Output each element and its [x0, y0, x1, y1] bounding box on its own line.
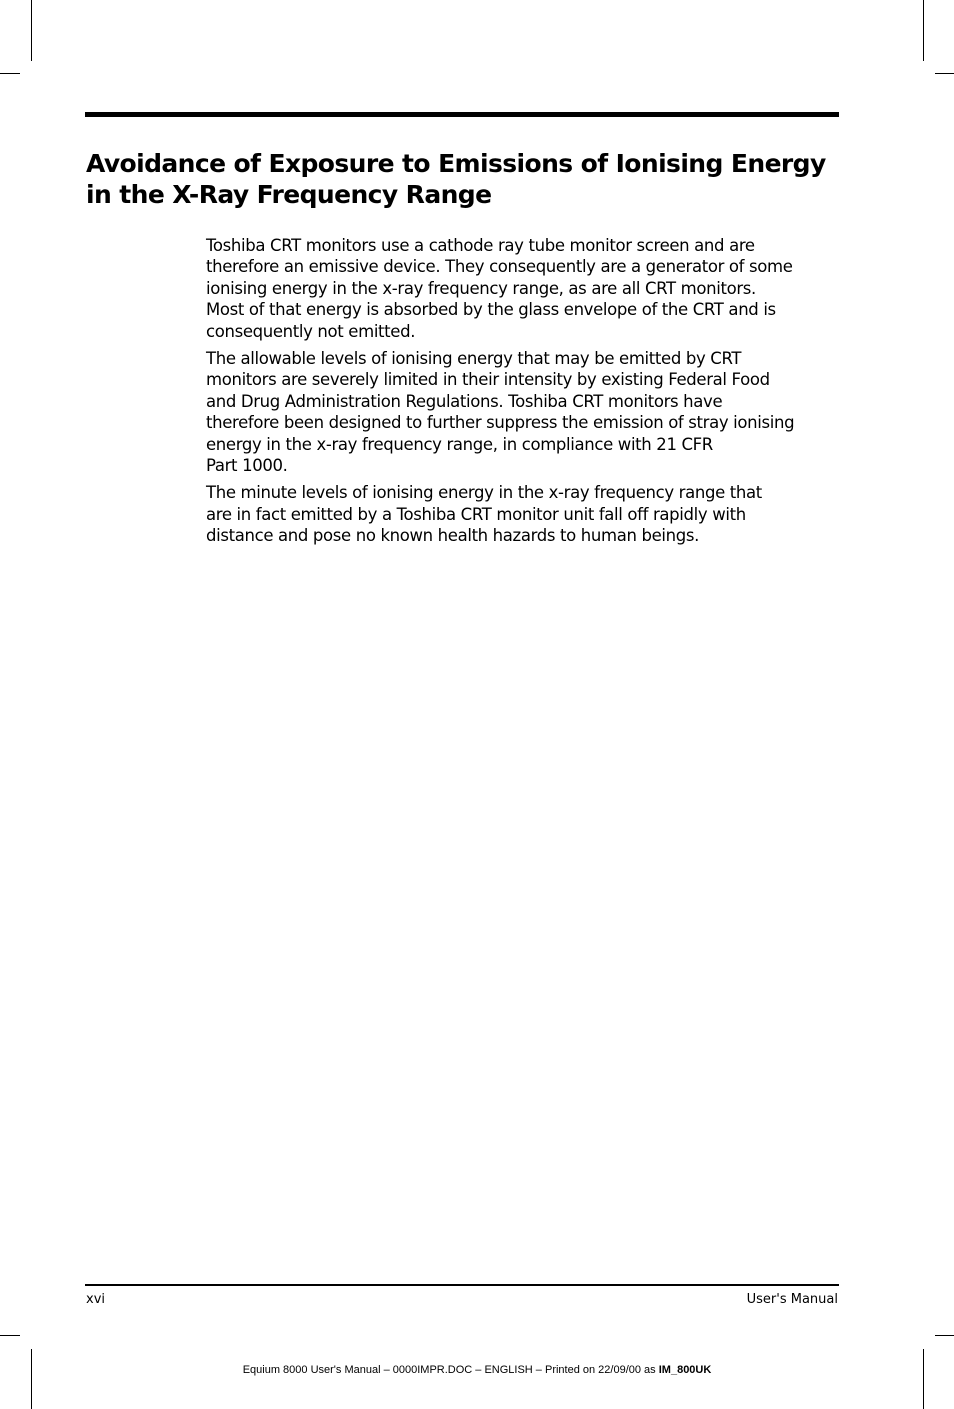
paragraph-emissive-device [206, 235, 846, 342]
section-heading-line-1: Avoidance of Exposure to Emissions of Ionising Energy [86, 149, 826, 178]
text-line: therefore been designed to further suppress the emission of stray ionising [206, 413, 795, 433]
heading-rule [85, 112, 839, 117]
text-line: energy in the x-ray frequency range, in compliance with 21 CFR [206, 434, 713, 454]
text-line: are in fact emitted by a Toshiba CRT monitor unit fall off rapidly with [206, 504, 746, 524]
crop-mark-bottom-right-horizontal [935, 1335, 954, 1336]
text-line: The minute levels of ionising energy in the x-ray frequency range that [206, 483, 762, 503]
text-line: The allowable levels of ionising energy that may be emitted by CRT [206, 349, 742, 369]
text-line: therefore an emissive device. They consequently are a generator of some [206, 257, 793, 277]
crop-mark-bottom-left-vertical [31, 1349, 32, 1409]
section-heading-line-2: in the X-Ray Frequency Range [86, 180, 492, 209]
page-number: xvi [86, 1292, 105, 1307]
print-info-text: Equium 8000 User's Manual – 0000IMPR.DOC – ENGLISH – Printed on 22/09/00 as [242, 1364, 659, 1376]
print-info-code: IM_800UK [658, 1364, 712, 1376]
body-text [206, 235, 846, 553]
crop-mark-bottom-right-vertical [923, 1349, 924, 1409]
text-line: Toshiba CRT monitors use a cathode ray tube monitor screen and are [206, 236, 755, 255]
text-line: Part 1000. [206, 456, 288, 476]
crop-mark-top-left-horizontal [0, 73, 20, 74]
crop-mark-top-right-vertical [923, 0, 924, 61]
paragraph-health-hazards [206, 482, 846, 546]
print-info-line [0, 1364, 954, 1376]
section-heading [86, 148, 846, 210]
text-line: Most of that energy is absorbed by the glass envelope of the CRT and is [206, 300, 776, 320]
text-line: and Drug Administration Regulations. Toshiba CRT monitors have [206, 391, 723, 411]
running-footer-title: User's Manual [746, 1292, 838, 1307]
crop-mark-top-left-vertical [31, 0, 32, 61]
footer-rule [85, 1284, 839, 1286]
text-line: distance and pose no known health hazards to human beings. [206, 526, 700, 546]
text-line: monitors are severely limited in their intensity by existing Federal Food [206, 370, 770, 390]
crop-mark-top-right-horizontal [935, 73, 954, 74]
crop-mark-bottom-left-horizontal [0, 1335, 20, 1336]
text-line: ionising energy in the x-ray frequency range, as are all CRT monitors. [206, 278, 756, 298]
paragraph-regulations [206, 348, 846, 476]
text-line: consequently not emitted. [206, 321, 416, 341]
